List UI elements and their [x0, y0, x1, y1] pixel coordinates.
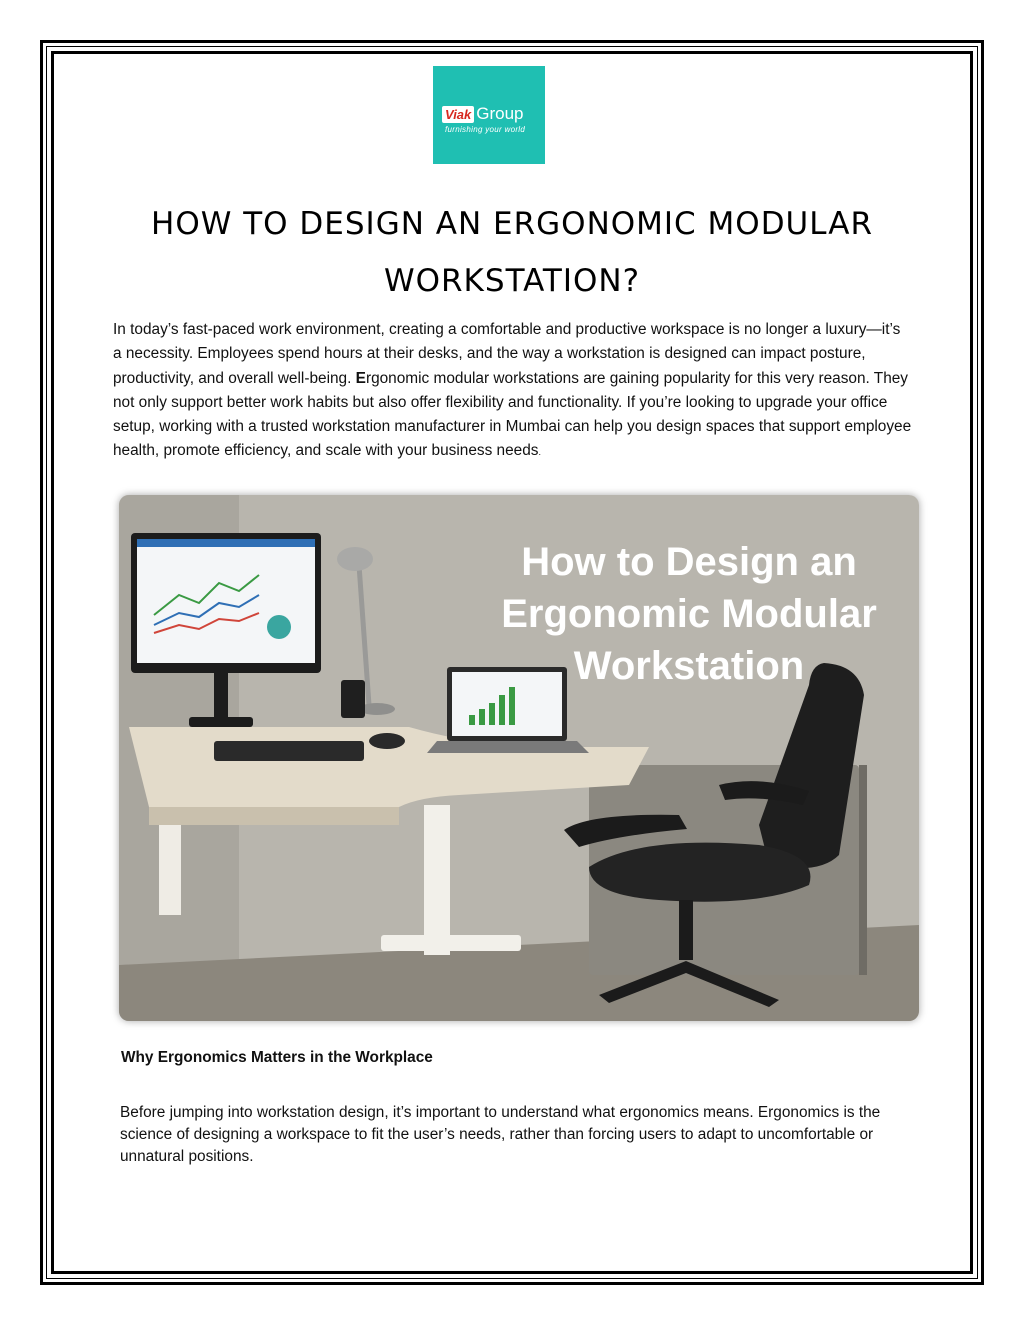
desk-edge	[149, 807, 399, 825]
monitor-screen	[137, 539, 315, 663]
page-title	[100, 196, 924, 310]
hero-image	[119, 495, 919, 1021]
workstation-illustration	[119, 495, 919, 1021]
logo-name: Group	[476, 104, 524, 123]
lamp-head	[337, 547, 373, 571]
keyboard	[214, 741, 364, 761]
chair-column	[679, 900, 693, 960]
logo-tagline: furnishing your world	[445, 125, 526, 134]
intro-bold-letter: E	[355, 369, 366, 387]
hero-title-line-2: Ergonomic Modular	[501, 592, 877, 636]
partition-edge	[859, 765, 867, 975]
logo-wordmark	[442, 104, 524, 124]
logo-brand: Viak	[442, 106, 474, 123]
section-paragraph: Before jumping into workstation design, it’s important to understand what ergonomics means. Ergonomics is the science of designing a workspace to fit the user’s needs, rather than forcing users to adapt to uncomfortable or unnatural positions.	[120, 1104, 881, 1165]
intro-text-1: In today’s fast-paced work environment, creating a comfortable and productive workspace is no longer a luxury—it’s a necessity. Employees spend hours at their desks, and the way a workstation is designed can impact posture, productivity, and overall well-being.	[113, 321, 901, 387]
intro-text-2: rgonomic modular workstations are gaining popularity for this very reason. They not only support better work habits but also offer flexibility and functionality. If you’re looking to upgrade your office setup, working with a trusted workstation manufacturer in Mumbai can help you design spaces that support employee health, promote efficiency, and scale with your business needs	[113, 369, 912, 460]
intro-paragraph	[113, 318, 913, 465]
page-title-line-1: HOW TO DESIGN AN ERGONOMIC MODULAR	[151, 206, 873, 242]
monitor-base	[189, 717, 253, 727]
hero-title-line-3: Workstation	[573, 644, 805, 688]
desk-foot-right	[381, 935, 521, 951]
monitor-pie	[267, 615, 291, 639]
page-title-line-2: WORKSTATION?	[383, 263, 641, 299]
laptop-base	[427, 741, 589, 753]
mouse	[369, 733, 405, 749]
laptop-screen	[452, 672, 562, 736]
pen-holder	[341, 680, 365, 718]
section-heading: Why Ergonomics Matters in the Workplace	[121, 1049, 433, 1066]
intro-end-dot: .	[538, 447, 541, 458]
desk-leg-right	[424, 805, 450, 955]
monitor-toolbar	[137, 539, 315, 547]
viak-group-logo	[433, 66, 545, 164]
monitor-stand	[214, 673, 228, 718]
hero-title-line-1: How to Design an	[521, 540, 857, 584]
